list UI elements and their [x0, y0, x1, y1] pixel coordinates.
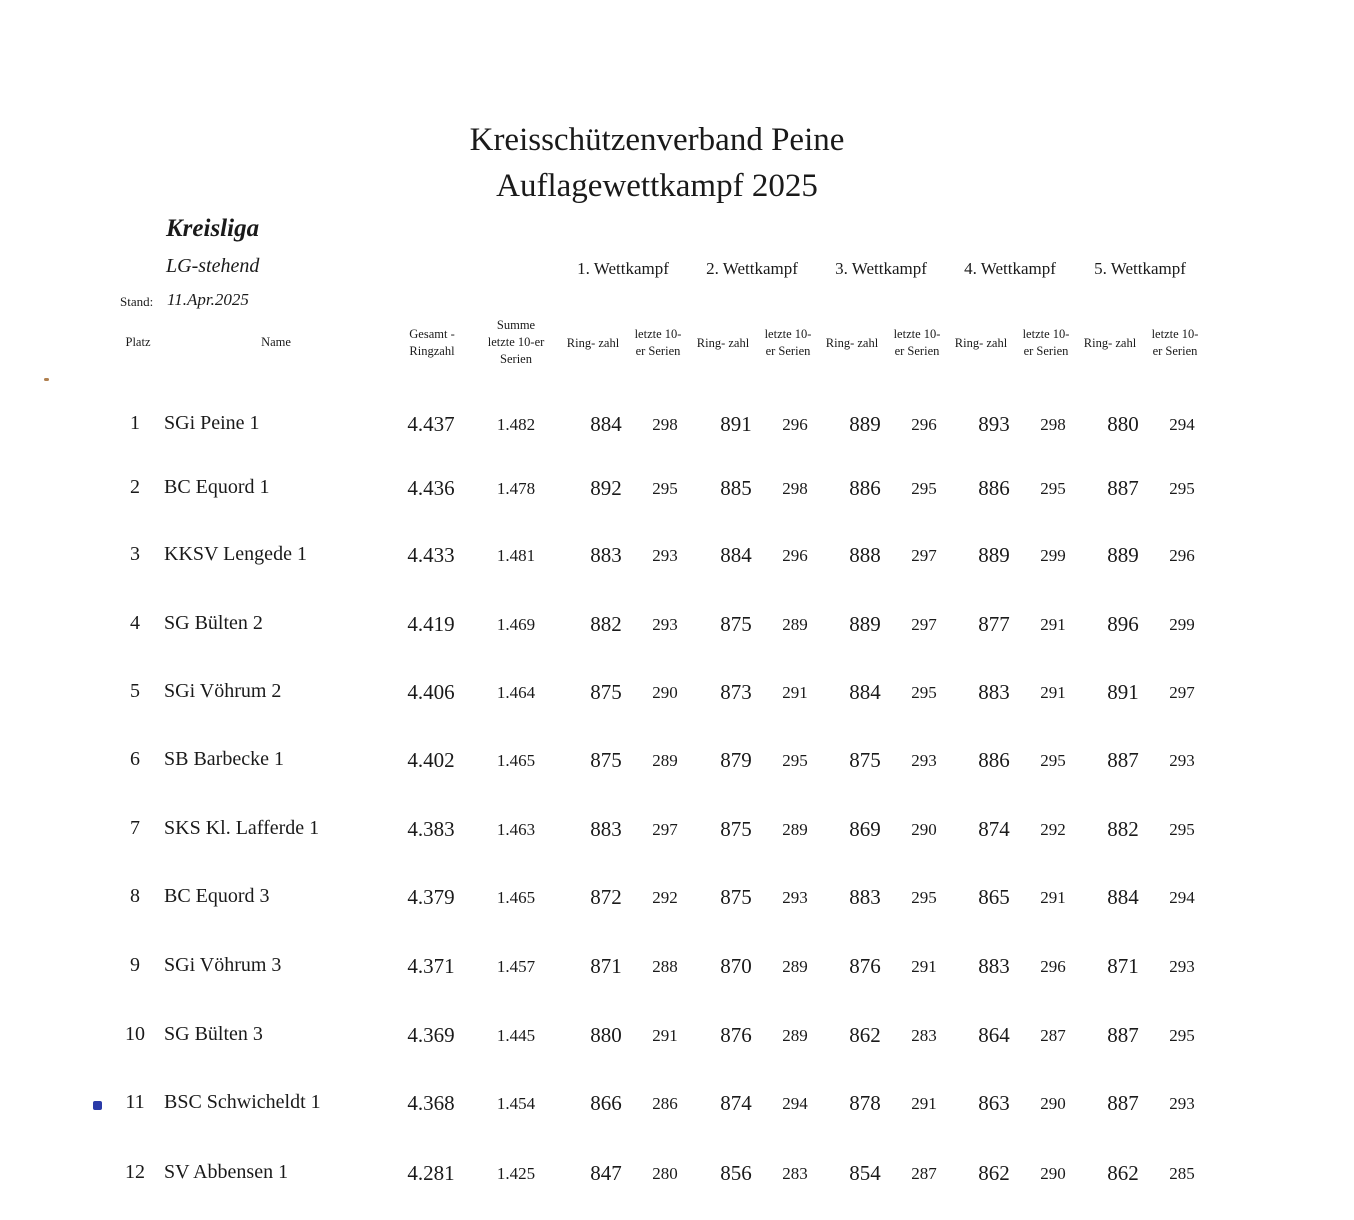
table-row: [0, 1091, 1354, 1131]
ringzahl-cell: 883: [849, 885, 881, 909]
col-serien-header-line1: letzte 10-: [893, 327, 941, 341]
ringzahl-cell: 875: [849, 748, 881, 772]
serien-cell: 289: [652, 751, 678, 770]
col-summe-header-line2: letzte 10-er: [487, 335, 545, 349]
serien-cell: 295: [1169, 820, 1195, 839]
ringzahl-cell: 871: [590, 954, 622, 978]
col-serien-header-line2: er Serien: [1023, 344, 1069, 358]
ringzahl-cell: 887: [1107, 476, 1139, 500]
total-rings-cell: 4.371: [407, 954, 455, 978]
rank-cell: 6: [130, 748, 140, 770]
col-ringzahl-header: Ring- zahl: [566, 336, 620, 350]
serien-cell: 280: [652, 1164, 678, 1183]
ringzahl-cell: 883: [590, 543, 622, 567]
serien-cell: 298: [782, 479, 808, 498]
col-serien-header-line1: letzte 10-: [1022, 327, 1070, 341]
serien-cell: 296: [1040, 957, 1066, 976]
ringzahl-cell: 864: [978, 1023, 1010, 1047]
serien-cell: 295: [782, 751, 808, 770]
table-row: [0, 680, 1354, 720]
ringzahl-cell: 862: [849, 1023, 881, 1047]
ringzahl-cell: 887: [1107, 748, 1139, 772]
ringzahl-cell: 882: [590, 612, 622, 636]
ringzahl-cell: 872: [590, 885, 622, 909]
ringzahl-cell: 892: [590, 476, 622, 500]
rank-cell: 5: [130, 680, 140, 702]
team-name-cell: SV Abbensen 1: [164, 1161, 289, 1183]
serien-cell: 296: [911, 415, 937, 434]
ringzahl-cell: 886: [978, 748, 1010, 772]
col-gesamt-header-line2: Ringzahl: [409, 344, 455, 358]
serien-cell: 295: [911, 683, 937, 702]
ringzahl-cell: 854: [849, 1161, 881, 1185]
stand-date: 11.Apr.2025: [167, 290, 249, 309]
team-name-cell: SGi Peine 1: [164, 412, 260, 434]
ringzahl-cell: 884: [720, 543, 752, 567]
col-ringzahl-header: Ring- zahl: [696, 336, 750, 350]
ringzahl-cell: 893: [978, 412, 1010, 436]
table-row: [0, 1023, 1354, 1063]
team-name-cell: SG Bülten 2: [164, 612, 263, 634]
col-serien-header: [1152, 326, 1199, 360]
col-serien-header-line2: er Serien: [765, 344, 811, 358]
ringzahl-cell: 865: [978, 885, 1010, 909]
ringzahl-cell: 856: [720, 1161, 752, 1185]
rank-cell: 2: [130, 476, 140, 498]
team-name-cell: BC Equord 3: [164, 885, 270, 907]
total-rings-cell: 4.433: [407, 543, 455, 567]
ringzahl-cell: 885: [720, 476, 752, 500]
serien-cell: 298: [1040, 415, 1066, 434]
series-sum-cell: 1.425: [496, 1164, 536, 1183]
ringzahl-cell: 875: [720, 817, 752, 841]
serien-cell: 290: [911, 820, 937, 839]
scan-mark: [93, 1101, 102, 1110]
serien-cell: 296: [1169, 546, 1195, 565]
competition-header: 1. Wettkampf: [577, 259, 669, 278]
total-rings-cell: 4.436: [407, 476, 455, 500]
col-serien-header: [765, 326, 812, 360]
total-rings-cell: 4.368: [407, 1091, 455, 1115]
series-sum-cell: 1.454: [496, 1094, 536, 1113]
total-rings-cell: 4.369: [407, 1023, 455, 1047]
serien-cell: 297: [911, 546, 937, 565]
serien-cell: 291: [782, 683, 808, 702]
total-rings-cell: 4.383: [407, 817, 455, 841]
series-sum-cell: 1.482: [496, 415, 536, 434]
ringzahl-cell: 887: [1107, 1023, 1139, 1047]
serien-cell: 295: [652, 479, 678, 498]
col-summe-header-line3: Serien: [500, 352, 532, 366]
ringzahl-cell: 875: [720, 885, 752, 909]
ringzahl-cell: 882: [1107, 817, 1139, 841]
series-sum-cell: 1.469: [496, 615, 536, 634]
serien-cell: 290: [652, 683, 678, 702]
table-row: [0, 1161, 1354, 1201]
table-row: [0, 612, 1354, 652]
ringzahl-cell: 889: [1107, 543, 1139, 567]
rank-cell: 3: [130, 543, 140, 565]
ringzahl-cell: 870: [720, 954, 752, 978]
col-name-header: Name: [261, 335, 291, 349]
competition-header: 4. Wettkampf: [964, 259, 1056, 278]
total-rings-cell: 4.406: [407, 680, 455, 704]
serien-cell: 297: [652, 820, 678, 839]
serien-cell: 290: [1040, 1164, 1066, 1183]
page-title: Kreisschützenverband Peine: [469, 122, 845, 158]
rank-cell: 12: [125, 1161, 145, 1183]
ringzahl-cell: 883: [978, 954, 1010, 978]
table-row: [0, 817, 1354, 857]
serien-cell: 295: [911, 888, 937, 907]
rank-cell: 8: [130, 885, 140, 907]
stand-label: Stand:: [120, 294, 154, 309]
serien-cell: 291: [652, 1026, 678, 1045]
col-summe-header: [488, 317, 545, 368]
serien-cell: 295: [1169, 479, 1195, 498]
serien-cell: 294: [782, 1094, 808, 1113]
col-serien-header: [635, 326, 682, 360]
serien-cell: 289: [782, 957, 808, 976]
ringzahl-cell: 884: [1107, 885, 1139, 909]
competition-header: 3. Wettkampf: [835, 259, 927, 278]
ringzahl-cell: 874: [720, 1091, 752, 1115]
competition-header: 2. Wettkampf: [706, 259, 798, 278]
rank-cell: 11: [125, 1091, 145, 1113]
ringzahl-cell: 863: [978, 1091, 1010, 1115]
serien-cell: 296: [782, 415, 808, 434]
serien-cell: 294: [1169, 888, 1195, 907]
col-serien-header: [1023, 326, 1070, 360]
serien-cell: 286: [652, 1094, 678, 1113]
col-serien-header-line2: er Serien: [1152, 344, 1198, 358]
rank-cell: 4: [130, 612, 140, 634]
team-name-cell: SKS Kl. Lafferde 1: [164, 817, 320, 839]
ringzahl-cell: 866: [590, 1091, 622, 1115]
team-name-cell: KKSV Lengede 1: [164, 543, 307, 565]
competition-header: 5. Wettkampf: [1094, 259, 1186, 278]
league-name: Kreisliga: [166, 215, 260, 242]
serien-cell: 291: [1040, 615, 1066, 634]
ringzahl-cell: 884: [590, 412, 622, 436]
serien-cell: 298: [652, 415, 678, 434]
col-serien-header-line1: letzte 10-: [764, 327, 812, 341]
serien-cell: 283: [911, 1026, 937, 1045]
discipline: LG-stehend: [166, 255, 260, 277]
serien-cell: 293: [1169, 957, 1195, 976]
serien-cell: 283: [782, 1164, 808, 1183]
series-sum-cell: 1.481: [496, 546, 536, 565]
ringzahl-cell: 875: [590, 748, 622, 772]
series-sum-cell: 1.465: [496, 888, 536, 907]
serien-cell: 291: [911, 957, 937, 976]
serien-cell: 295: [1040, 751, 1066, 770]
serien-cell: 285: [1169, 1164, 1195, 1183]
total-rings-cell: 4.402: [407, 748, 455, 772]
serien-cell: 292: [1040, 820, 1066, 839]
ringzahl-cell: 880: [590, 1023, 622, 1047]
serien-cell: 291: [1040, 683, 1066, 702]
serien-cell: 293: [911, 751, 937, 770]
col-gesamt-header-line1: Gesamt -: [409, 327, 455, 341]
team-name-cell: SGi Vöhrum 3: [164, 954, 282, 976]
series-sum-cell: 1.465: [496, 751, 536, 770]
ringzahl-cell: 883: [978, 680, 1010, 704]
serien-cell: 295: [1169, 1026, 1195, 1045]
serien-cell: 295: [1040, 479, 1066, 498]
ringzahl-cell: 875: [720, 612, 752, 636]
col-serien-header: [894, 326, 941, 360]
total-rings-cell: 4.281: [407, 1161, 455, 1185]
serien-cell: 287: [911, 1164, 937, 1183]
ringzahl-cell: 876: [720, 1023, 752, 1047]
ringzahl-cell: 862: [1107, 1161, 1139, 1185]
scan-speck: [44, 378, 49, 381]
serien-cell: 289: [782, 615, 808, 634]
ringzahl-cell: 889: [849, 612, 881, 636]
col-serien-header-line1: letzte 10-: [1151, 327, 1199, 341]
team-name-cell: SB Barbecke 1: [164, 748, 284, 770]
ringzahl-cell: 876: [849, 954, 881, 978]
rank-cell: 9: [130, 954, 140, 976]
ringzahl-cell: 887: [1107, 1091, 1139, 1115]
serien-cell: 294: [1169, 415, 1195, 434]
serien-cell: 299: [1040, 546, 1066, 565]
ringzahl-cell: 879: [720, 748, 752, 772]
rank-cell: 7: [130, 817, 140, 839]
ringzahl-cell: 888: [849, 543, 881, 567]
total-rings-cell: 4.437: [407, 412, 455, 436]
table-row: [0, 885, 1354, 925]
col-serien-header-line1: letzte 10-: [634, 327, 682, 341]
col-summe-header-line1: Summe: [496, 318, 536, 332]
ringzahl-cell: 891: [720, 412, 752, 436]
total-rings-cell: 4.419: [407, 612, 455, 636]
ringzahl-cell: 873: [720, 680, 752, 704]
team-name-cell: SG Bülten 3: [164, 1023, 263, 1045]
col-serien-header-line2: er Serien: [635, 344, 681, 358]
ringzahl-cell: 886: [978, 476, 1010, 500]
col-ringzahl-header: Ring- zahl: [825, 336, 879, 350]
ringzahl-cell: 896: [1107, 612, 1139, 636]
table-row: [0, 954, 1354, 994]
series-sum-cell: 1.463: [496, 820, 536, 839]
team-name-cell: SGi Vöhrum 2: [164, 680, 282, 702]
serien-cell: 293: [652, 546, 678, 565]
col-ringzahl-header: Ring- zahl: [1083, 336, 1137, 350]
ringzahl-cell: 874: [978, 817, 1010, 841]
serien-cell: 290: [1040, 1094, 1066, 1113]
ringzahl-cell: 891: [1107, 680, 1139, 704]
col-platz-header: Platz: [125, 335, 151, 349]
ringzahl-cell: 878: [849, 1091, 881, 1115]
rank-cell: 10: [125, 1023, 145, 1045]
ringzahl-cell: 883: [590, 817, 622, 841]
ringzahl-cell: 862: [978, 1161, 1010, 1185]
ringzahl-cell: 871: [1107, 954, 1139, 978]
table-row: [0, 748, 1354, 788]
serien-cell: 289: [782, 820, 808, 839]
ringzahl-cell: 847: [590, 1161, 622, 1185]
serien-cell: 299: [1169, 615, 1195, 634]
total-rings-cell: 4.379: [407, 885, 455, 909]
series-sum-cell: 1.445: [496, 1026, 536, 1045]
ringzahl-cell: 869: [849, 817, 881, 841]
serien-cell: 287: [1040, 1026, 1066, 1045]
serien-cell: 291: [1040, 888, 1066, 907]
col-gesamt-header: [409, 326, 454, 360]
table-row: [0, 476, 1354, 516]
serien-cell: 297: [911, 615, 937, 634]
ringzahl-cell: 884: [849, 680, 881, 704]
team-name-cell: BSC Schwicheldt 1: [164, 1091, 321, 1113]
serien-cell: 293: [782, 888, 808, 907]
ringzahl-cell: 875: [590, 680, 622, 704]
serien-cell: 291: [911, 1094, 937, 1113]
col-ringzahl-header: Ring- zahl: [954, 336, 1008, 350]
table-row: [0, 543, 1354, 583]
series-sum-cell: 1.457: [496, 957, 536, 976]
ringzahl-cell: 886: [849, 476, 881, 500]
serien-cell: 288: [652, 957, 678, 976]
ringzahl-cell: 889: [978, 543, 1010, 567]
serien-cell: 295: [911, 479, 937, 498]
ringzahl-cell: 877: [978, 612, 1010, 636]
serien-cell: 297: [1169, 683, 1195, 702]
serien-cell: 289: [782, 1026, 808, 1045]
series-sum-cell: 1.464: [496, 683, 536, 702]
serien-cell: 293: [652, 615, 678, 634]
table-row: [0, 412, 1354, 452]
col-serien-header-line2: er Serien: [894, 344, 940, 358]
serien-cell: 296: [782, 546, 808, 565]
ringzahl-cell: 880: [1107, 412, 1139, 436]
series-sum-cell: 1.478: [496, 479, 536, 498]
rank-cell: 1: [130, 412, 140, 434]
serien-cell: 293: [1169, 1094, 1195, 1113]
ringzahl-cell: 889: [849, 412, 881, 436]
serien-cell: 292: [652, 888, 678, 907]
page-subtitle: Auflagewettkampf 2025: [496, 168, 818, 204]
serien-cell: 293: [1169, 751, 1195, 770]
team-name-cell: BC Equord 1: [164, 476, 270, 498]
